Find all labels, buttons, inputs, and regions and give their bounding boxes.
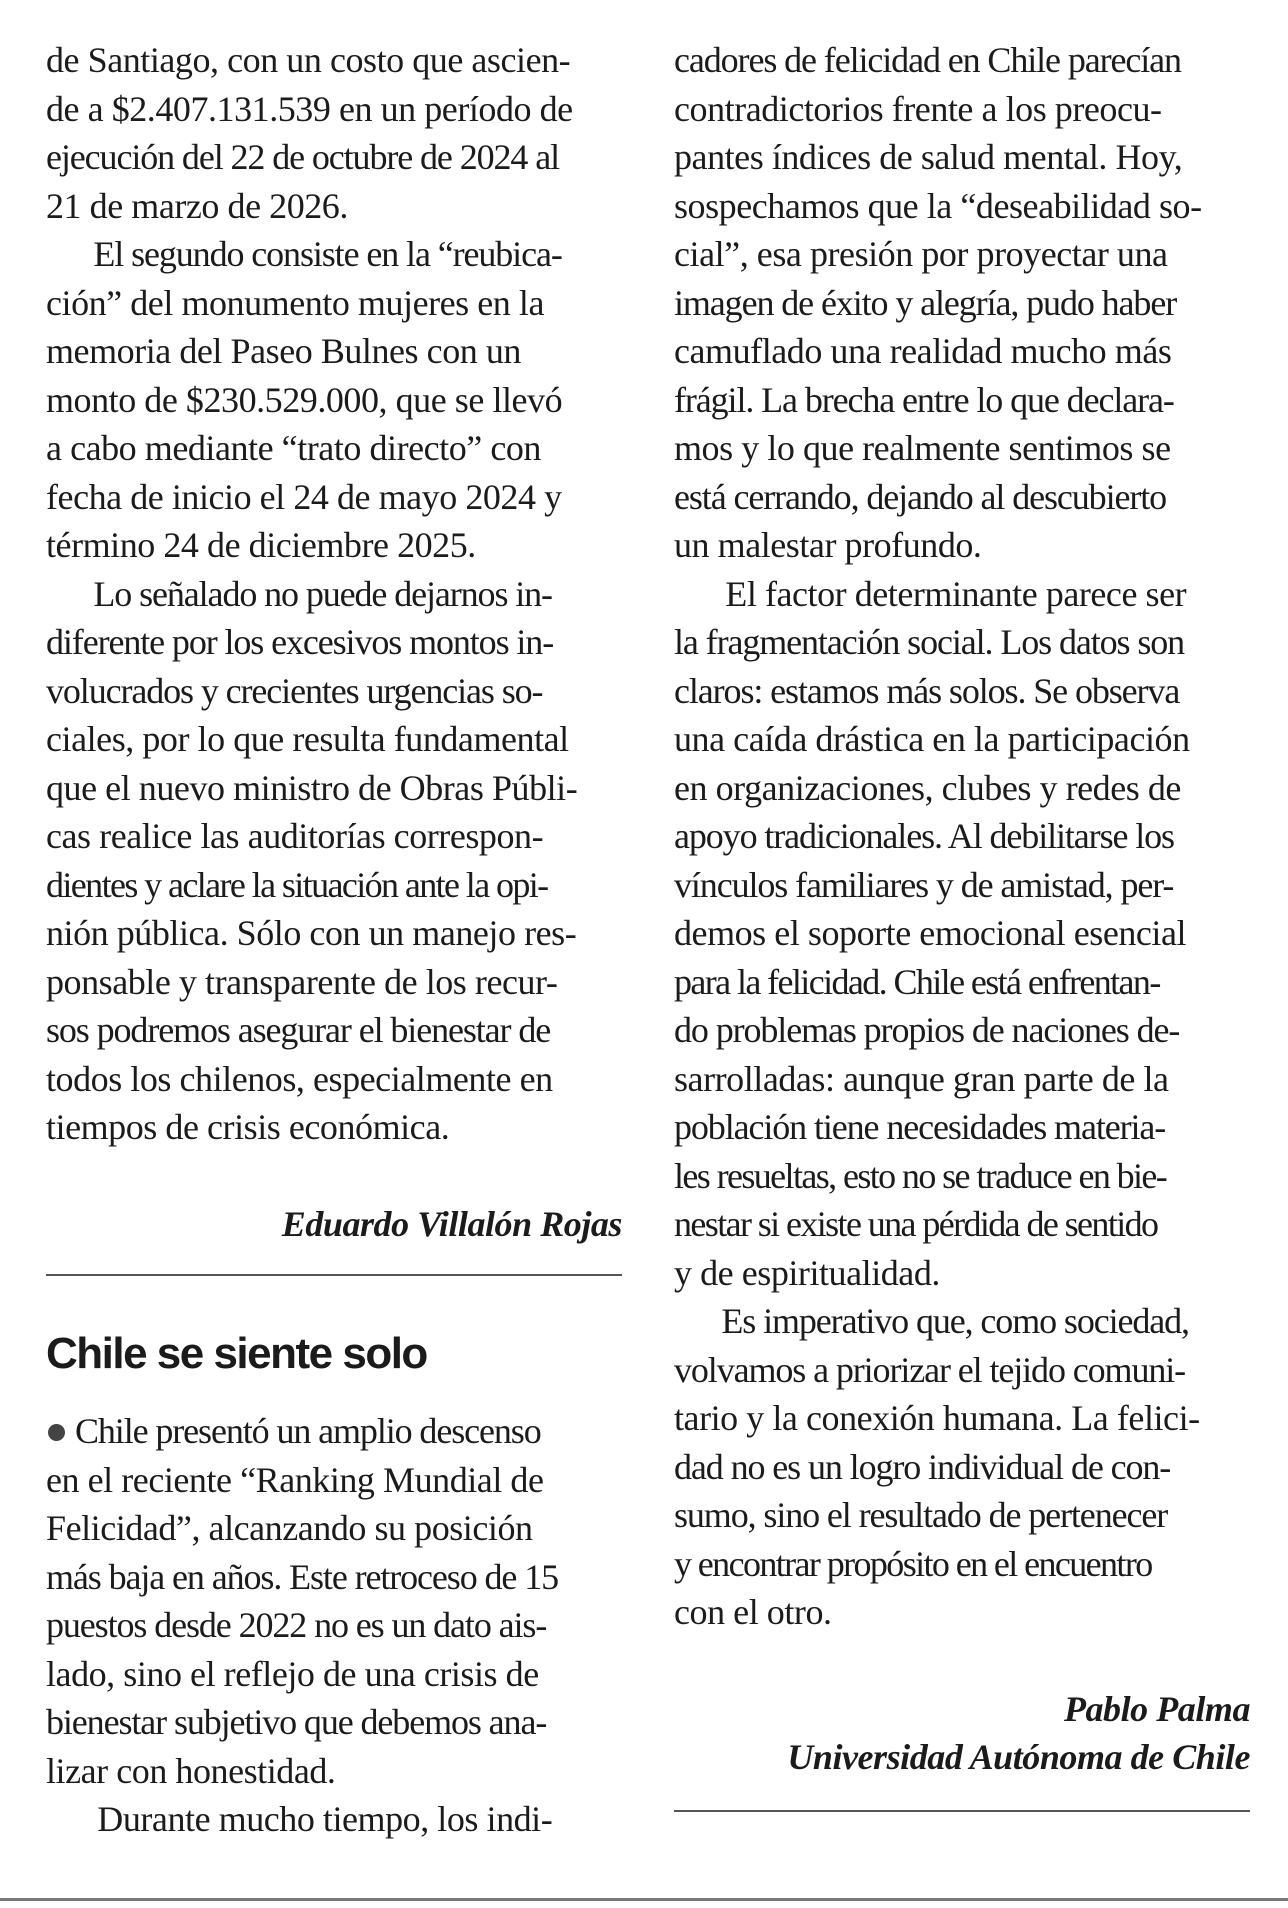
body-line: claros: estamos más solos. Se observa bbox=[674, 670, 1180, 711]
article-body-continuation bbox=[674, 36, 1250, 1812]
body-line: dad no es un logro individual de con- bbox=[674, 1446, 1171, 1487]
body-line: cas realice las auditorías correspon- bbox=[46, 816, 544, 856]
body-line: cial”, esa presión por proyectar una bbox=[674, 234, 1168, 274]
section-divider bbox=[674, 1810, 1250, 1812]
body-line: Lo señalado no puede dejarnos in- bbox=[46, 573, 552, 614]
body-line: ciales, por lo que resulta fundamental bbox=[46, 719, 569, 759]
page-bottom-border bbox=[0, 1898, 1288, 1901]
body-line: de a $2.407.131.539 en un período de bbox=[46, 88, 573, 129]
body-line: ponsable y transparente de los recur- bbox=[46, 961, 558, 1002]
body-line: nión pública. Sólo con un manejo res- bbox=[46, 913, 577, 953]
letter-signature: Eduardo Villalón Rojas bbox=[281, 1203, 622, 1244]
body-line: Durante mucho tiempo, los indi- bbox=[46, 1799, 553, 1839]
letter-continuation-column bbox=[46, 36, 622, 1276]
body-line: 21 de marzo de 2026. bbox=[46, 185, 348, 226]
body-line: do problemas propios de naciones de- bbox=[674, 1010, 1180, 1050]
body-line: sos podremos asegurar el bienestar de bbox=[46, 1010, 551, 1050]
body-line: mos y lo que realmente sentimos se bbox=[674, 428, 1171, 468]
body-line: que el nuevo ministro de Obras Públi- bbox=[46, 767, 578, 808]
body-line: todos los chilenos, especialmente en bbox=[46, 1058, 553, 1099]
body-line: frágil. La brecha entre lo que declara- bbox=[674, 379, 1174, 420]
article-headline: Chile se siente solo bbox=[46, 1329, 427, 1378]
body-line: una caída drástica en la participación bbox=[674, 719, 1190, 759]
body-line: la fragmentación social. Los datos son bbox=[674, 622, 1185, 662]
body-line: y encontrar propósito en el encuentro bbox=[674, 1543, 1152, 1584]
body-line: a cabo mediante “trato directo” con bbox=[46, 428, 541, 468]
body-line: en el reciente “Ranking Mundial de bbox=[46, 1459, 544, 1500]
body-line: tario y la conexión humana. La felici- bbox=[674, 1398, 1200, 1438]
body-line: dientes y aclare la situación ante la opi- bbox=[46, 864, 548, 905]
body-line: sumo, sino el resultado de pertenecer bbox=[674, 1495, 1168, 1535]
body-line: volucrados y crecientes urgencias so- bbox=[46, 670, 543, 711]
body-line: les resueltas, esto no se traduce en bie- bbox=[674, 1155, 1167, 1196]
body-line: con el otro. bbox=[674, 1592, 832, 1632]
body-line: lado, sino el reflejo de una crisis de bbox=[46, 1653, 539, 1694]
body-line: cadores de felicidad en Chile parecían bbox=[674, 40, 1181, 80]
body-line: volvamos a priorizar el tejido comuni- bbox=[674, 1349, 1186, 1390]
body-line: nestar si existe una pérdida de sentido bbox=[674, 1204, 1158, 1244]
lead-line: Chile presentó un amplio descenso bbox=[46, 1407, 622, 1456]
body-line: término 24 de diciembre 2025. bbox=[46, 525, 476, 565]
section-divider bbox=[46, 1274, 622, 1276]
body-line: ejecución del 22 de octubre de 2024 al bbox=[46, 137, 559, 177]
body-line: demos el soporte emocional esencial bbox=[674, 913, 1187, 953]
body-line: pantes índices de salud mental. Hoy, bbox=[674, 137, 1183, 177]
body-line: fecha de inicio el 24 de mayo 2024 y bbox=[46, 476, 562, 517]
body-line: un malestar profundo. bbox=[674, 525, 982, 565]
body-line: El segundo consiste en la “reubica- bbox=[46, 234, 562, 274]
body-line: puestos desde 2022 no es un dato ais- bbox=[46, 1605, 547, 1645]
body-line: lizar con honestidad. bbox=[46, 1750, 336, 1791]
body-line: población tiene necesidades materia- bbox=[674, 1107, 1166, 1147]
body-line: bienestar subjetivo que debemos ana- bbox=[46, 1702, 547, 1742]
body-line: tiempos de crisis económica. bbox=[46, 1107, 450, 1147]
body-line: en organizaciones, clubes y redes de bbox=[674, 767, 1181, 808]
body-line: y de espiritualidad. bbox=[674, 1252, 940, 1293]
body-line: camuflado una realidad mucho más bbox=[674, 331, 1172, 371]
body-line: imagen de éxito y alegría, pudo haber bbox=[674, 282, 1177, 323]
body-line: está cerrando, dejando al descubierto bbox=[674, 476, 1167, 517]
body-line: apoyo tradicionales. Al debilitarse los bbox=[674, 816, 1174, 856]
body-line: monto de $230.529.000, que se llevó bbox=[46, 379, 563, 420]
body-line: memoria del Paseo Bulnes con un bbox=[46, 331, 521, 371]
body-line: Felicidad”, alcanzando su posición bbox=[46, 1508, 533, 1548]
body-line: contradictorios frente a los preocu- bbox=[674, 88, 1162, 129]
body-line: vínculos familiares y de amistad, per- bbox=[674, 864, 1174, 905]
body-line: sospechamos que la “deseabilidad so- bbox=[674, 185, 1202, 226]
body-line: ción” del monumento mujeres en la bbox=[46, 282, 544, 323]
body-line: diferente por los excesivos montos in- bbox=[46, 622, 554, 662]
article-body-start bbox=[46, 1407, 622, 1844]
signature-name: Pablo Palma bbox=[1063, 1688, 1250, 1729]
signature-affiliation: Universidad Autónoma de Chile bbox=[787, 1737, 1250, 1777]
body-line: de Santiago, con un costo que ascien- bbox=[46, 40, 571, 80]
body-line: más baja en años. Este retroceso de 15 bbox=[46, 1556, 558, 1597]
body-line: El factor determinante parece ser bbox=[674, 573, 1187, 614]
body-line: Es imperativo que, como sociedad, bbox=[674, 1301, 1189, 1341]
bullet-icon bbox=[48, 1424, 65, 1441]
body-line: sarrolladas: aunque gran parte de la bbox=[674, 1058, 1169, 1099]
body-line: para la felicidad. Chile está enfrentan- bbox=[674, 961, 1160, 1002]
